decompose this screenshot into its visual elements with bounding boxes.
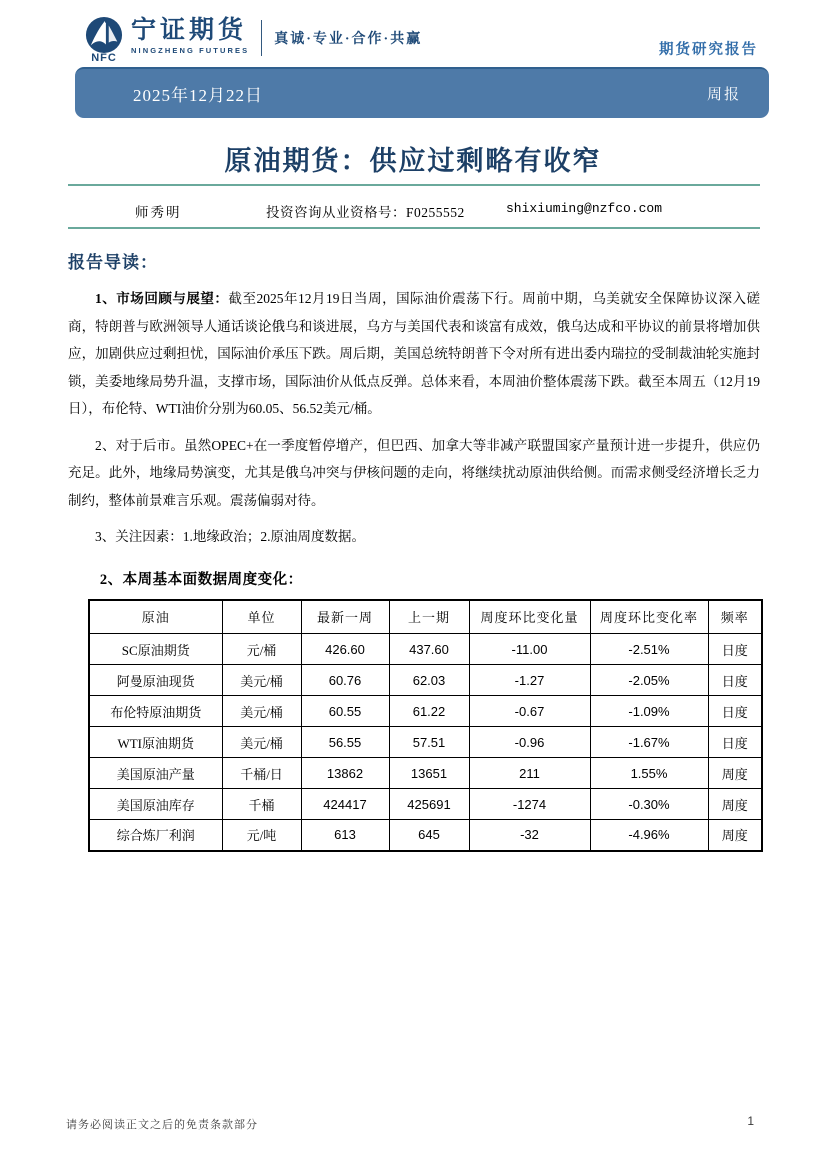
col-header-unit: 单位 [222, 600, 301, 634]
cell-change-pct: -2.05% [590, 665, 708, 696]
table-row [89, 789, 762, 820]
report-date: 2025年12月22日 [133, 86, 263, 105]
logo-nfc-text: NFC [91, 52, 117, 64]
cell-frequency: 日度 [708, 727, 762, 758]
table-row [89, 696, 762, 727]
cell-name: 综合炼厂利润 [89, 820, 222, 851]
table-row [89, 727, 762, 758]
cell-change: 211 [469, 758, 590, 789]
cell-latest: 13862 [301, 758, 389, 789]
sailboat-logo-icon [85, 16, 123, 54]
cell-change: -11.00 [469, 634, 590, 665]
paragraph-1-label: 1、市场回顾与展望： [95, 291, 229, 306]
cell-change-pct: -2.51% [590, 634, 708, 665]
cell-unit: 元/吨 [222, 820, 301, 851]
paragraph-market-review [68, 285, 760, 423]
cell-unit: 美元/桶 [222, 696, 301, 727]
cell-latest: 426.60 [301, 634, 389, 665]
cell-frequency: 日度 [708, 696, 762, 727]
company-slogan: 真诚·专业·合作·共赢 [274, 32, 423, 47]
cell-frequency: 周度 [708, 789, 762, 820]
col-header-crude: 原油 [89, 600, 222, 634]
report-body [68, 248, 760, 852]
table-row [89, 820, 762, 851]
weekly-data-table [88, 599, 763, 852]
logo-divider [261, 20, 262, 56]
lead-section-heading: 报告导读： [68, 253, 158, 272]
paragraph-outlook: 2、对于后市。虽然OPEC+在一季度暂停增产，但巴西、加拿大等非减产联盟国家产量预计进一步提升，供应仍充足。此外，地缘局势演变，尤其是俄乌冲突与伊核问题的走向，将继续扰动原油供给侧。而需求侧受经济增长乏力制约，整体前景难言乐观。震荡偏弱对待。 [68, 437, 760, 508]
cell-previous: 61.22 [389, 696, 469, 727]
cell-name: SC原油期货 [89, 634, 222, 665]
company-name-en: NINGZHENG FUTURES [131, 46, 250, 55]
cell-change: -0.96 [469, 727, 590, 758]
cell-previous: 57.51 [389, 727, 469, 758]
paragraph-focus-factors: 3、关注因素：1.地缘政治；2.原油周度数据。 [95, 529, 365, 544]
col-header-latest-week: 最新一周 [301, 600, 389, 634]
cell-latest: 60.76 [301, 665, 389, 696]
divider-line-bottom [68, 227, 760, 229]
page-title: 原油期货：供应过剩略有收窄 [224, 146, 602, 176]
author-name: 师秀明 [135, 205, 182, 220]
cell-change: -1274 [469, 789, 590, 820]
cell-change: -0.67 [469, 696, 590, 727]
footer-page-number: 1 [747, 1114, 754, 1128]
cell-unit: 美元/桶 [222, 727, 301, 758]
cell-unit: 元/桶 [222, 634, 301, 665]
nfc-logo-icon [85, 16, 123, 64]
col-header-frequency: 频率 [708, 600, 762, 634]
cell-latest: 60.55 [301, 696, 389, 727]
author-email: shixiuming@nzfco.com [506, 201, 663, 216]
paragraph-1-text: 截至2025年12月19日当周，国际油价震荡下行。周前中期，乌美就安全保障协议深入磋商，特朗普与欧洲领导人通话谈论俄乌和谈进展，乌方与美国代表和谈富有成效，俄乌达成和平协议的前景将增加供应，加剧供应过剩担忧，国际油价承压下跌。周后期，美国总统特朗普下令对所有进出委内瑞拉的受制裁油轮实施封锁，美委地缘局势升温，支撑市场，国际油价从低点反弹。总体来看，本周油价整体震荡下跌。截至本周五（12月19日），布伦特、WTI油价分别为60.05、56.52美元/桶。 [68, 291, 761, 416]
company-logo [85, 16, 422, 64]
cell-frequency: 日度 [708, 665, 762, 696]
cell-change-pct: -4.96% [590, 820, 708, 851]
cell-change: -32 [469, 820, 590, 851]
cell-name: WTI原油期货 [89, 727, 222, 758]
cell-unit: 美元/桶 [222, 665, 301, 696]
cell-frequency: 周度 [708, 758, 762, 789]
cell-previous: 62.03 [389, 665, 469, 696]
cell-latest: 56.55 [301, 727, 389, 758]
table-section-heading: 2、本周基本面数据周度变化： [99, 571, 303, 588]
cell-change-pct: -1.67% [590, 727, 708, 758]
col-header-wow-change: 周度环比变化量 [469, 600, 590, 634]
date-banner [75, 67, 769, 118]
cell-change: -1.27 [469, 665, 590, 696]
author-qualification: 投资咨询从业资格号：F0255552 [266, 205, 465, 220]
cell-name: 布伦特原油期货 [89, 696, 222, 727]
col-header-wow-change-pct: 周度环比变化率 [590, 600, 708, 634]
report-type-label: 期货研究报告 [659, 42, 758, 58]
table-header-row [89, 600, 762, 634]
cell-frequency: 日度 [708, 634, 762, 665]
author-row [68, 199, 760, 221]
table-row [89, 758, 762, 789]
cell-previous: 645 [389, 820, 469, 851]
cell-unit: 千桶 [222, 789, 301, 820]
divider-line-top [68, 184, 760, 186]
cell-unit: 千桶/日 [222, 758, 301, 789]
cell-previous: 437.60 [389, 634, 469, 665]
report-period-badge: 周报 [706, 87, 741, 103]
cell-previous: 13651 [389, 758, 469, 789]
cell-previous: 425691 [389, 789, 469, 820]
company-name-cn: 宁证期货 [131, 17, 248, 44]
cell-latest: 424417 [301, 789, 389, 820]
cell-frequency: 周度 [708, 820, 762, 851]
cell-name: 美国原油产量 [89, 758, 222, 789]
cell-change-pct: -1.09% [590, 696, 708, 727]
footer-disclaimer: 请务必阅读正文之后的免责条款部分 [66, 1119, 258, 1131]
cell-change-pct: 1.55% [590, 758, 708, 789]
col-header-previous: 上一期 [389, 600, 469, 634]
table-row [89, 665, 762, 696]
cell-name: 美国原油库存 [89, 789, 222, 820]
cell-name: 阿曼原油现货 [89, 665, 222, 696]
table-row [89, 634, 762, 665]
cell-latest: 613 [301, 820, 389, 851]
cell-change-pct: -0.30% [590, 789, 708, 820]
company-name-block [131, 18, 249, 55]
